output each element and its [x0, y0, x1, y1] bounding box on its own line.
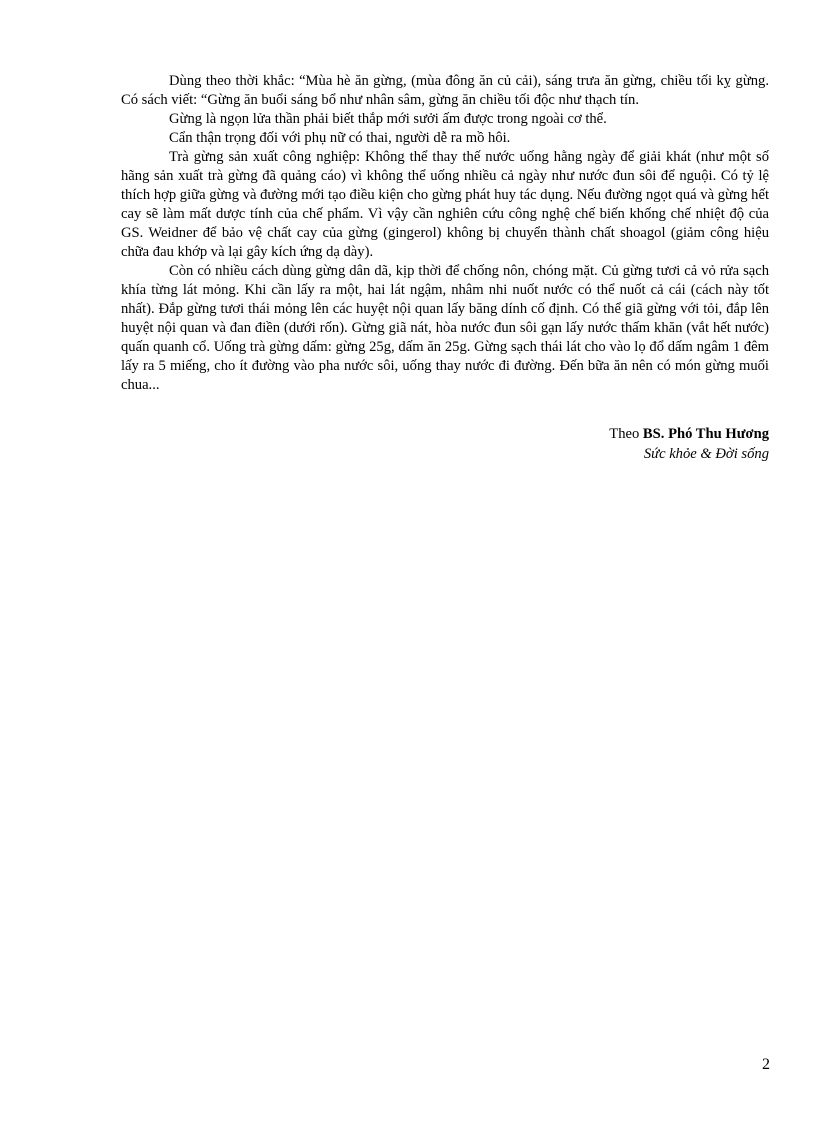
paragraph-caution: Cẩn thận trọng đối với phụ nữ có thai, người dễ ra mồ hôi.	[169, 130, 511, 146]
source-publication: Sức khỏe & Đời sống	[643, 446, 769, 462]
paragraph-industrial-tea: Trà gừng sản xuất công nghiệp: Không thể thay thế nước uống hằng ngày để giải khát (như một số hãng sản xuất trà gừng đã quảng cáo) vì không thể uống nhiều cả ngày như nước đun sôi để nguội. Có tỷ lệ thích hợp giữa gừng và đường mới tạo điều kiện cho gừng phát huy tác dụng. Nếu đường ngọt quá và gừng hết cay sẽ làm mất dược tính của chế phẩm. Vì vậy cần nghiên cứu công nghệ chế biến khống chế nhiệt độ của GS. Weidner để bảo vệ chất cay của gừng (gingerol) không bị chuyển thành chất shoagol (giảm công hiệu chữa đau khớp và lại gây kích ứng dạ dày).	[121, 149, 769, 260]
article-body	[121, 72, 769, 395]
paragraph-fire-metaphor: Gừng là ngọn lửa thần phải biết thắp mới sưởi ấm được trong ngoài cơ thể.	[169, 111, 607, 127]
author-name: BS. Phó Thu Hương	[642, 426, 769, 442]
paragraph-usage-timing: Dùng theo thời khắc: “Mùa hè ăn gừng, (mùa đông ăn củ cải), sáng trưa ăn gừng, chiều tối kỵ gừng. Có sách viết: “Gừng ăn buổi sáng bổ như nhân sâm, gừng ăn chiều tối độc như thạch tín.	[121, 73, 769, 108]
paragraph-folk-remedies: Còn có nhiều cách dùng gừng dân dã, kịp thời để chống nôn, chóng mặt. Củ gừng tươi cả vỏ rửa sạch khía từng lát mỏng. Khi cần lấy ra một, hai lát ngậm, nhâm nhi nuốt nước có thể nuốt cả cái (cách này tốt nhất). Đắp gừng tươi thái mỏng lên các huyệt nội quan lấy băng dính cố định. Có thể giã gừng với tỏi, đắp lên huyệt nội quan và đan điền (dưới rốn). Gừng giã nát, hòa nước đun sôi gạn lấy nước thấm khăn (vắt hết nước) quấn quanh cổ. Uống trà gừng dấm: gừng 25g, dấm ăn 25g. Gừng sạch thái lát cho vào lọ đổ dấm ngâm 1 đêm lấy ra 5 miếng, cho ít đường vào pha nước sôi, uống thay nước đi đường. Đến bữa ăn nên có món gừng muối chua...	[121, 263, 769, 393]
page-number: 2	[762, 1056, 770, 1073]
attribution-prefix: Theo	[609, 426, 643, 442]
attribution-block	[420, 424, 769, 464]
author-line	[420, 424, 769, 444]
